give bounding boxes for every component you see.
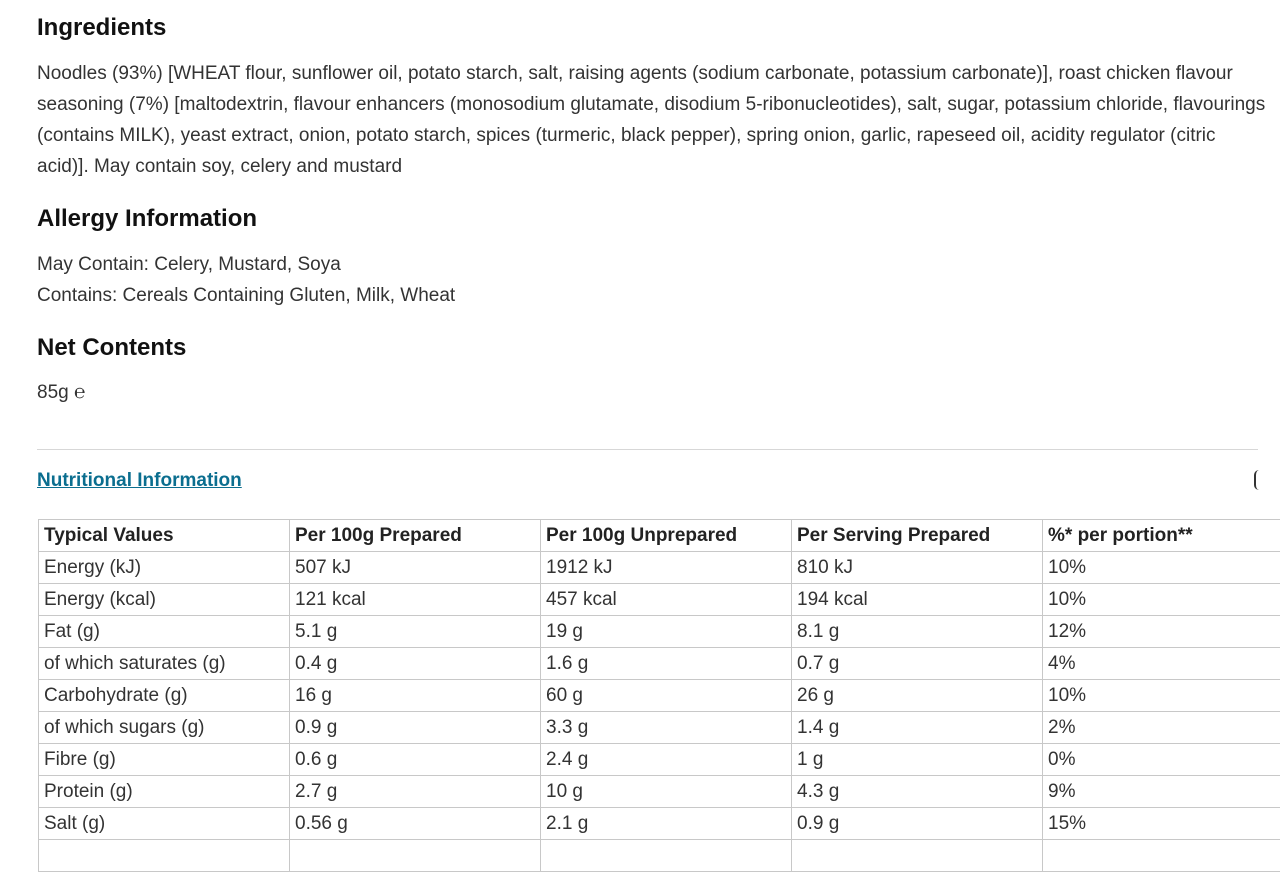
nutrition-table xyxy=(38,519,1280,872)
table-cell: 0.9 g xyxy=(792,808,1043,840)
column-header: Per 100g Unprepared xyxy=(541,520,792,552)
table-cell: 26 g xyxy=(792,680,1043,712)
section-divider xyxy=(37,449,1258,450)
table-cell: 1 g xyxy=(792,744,1043,776)
table-cell: 10% xyxy=(1043,584,1280,616)
table-cell xyxy=(290,840,541,872)
table-cell: 12% xyxy=(1043,616,1280,648)
table-row xyxy=(39,648,1280,680)
table-row xyxy=(39,552,1280,584)
table-cell: of which saturates (g) xyxy=(39,648,290,680)
table-cell: 0.7 g xyxy=(792,648,1043,680)
table-cell: Carbohydrate (g) xyxy=(39,680,290,712)
table-cell: 60 g xyxy=(541,680,792,712)
table-cell xyxy=(541,840,792,872)
table-cell: Protein (g) xyxy=(39,776,290,808)
column-header: %* per portion** xyxy=(1043,520,1280,552)
table-cell: 9% xyxy=(1043,776,1280,808)
column-header: Per Serving Prepared xyxy=(792,520,1043,552)
table-cell: 19 g xyxy=(541,616,792,648)
table-cell: 2.1 g xyxy=(541,808,792,840)
table-cell: 507 kJ xyxy=(290,552,541,584)
table-cell: 4% xyxy=(1043,648,1280,680)
table-cell: Energy (kcal) xyxy=(39,584,290,616)
table-row xyxy=(39,616,1280,648)
table-cell xyxy=(792,840,1043,872)
table-cell: 4.3 g xyxy=(792,776,1043,808)
allergy-info xyxy=(37,249,1267,311)
table-cell: 16 g xyxy=(290,680,541,712)
table-cell: 0% xyxy=(1043,744,1280,776)
table-row xyxy=(39,808,1280,840)
table-cell: 0.9 g xyxy=(290,712,541,744)
table-cell: 1.4 g xyxy=(792,712,1043,744)
ingredients-heading: Ingredients xyxy=(37,13,166,43)
ingredients-text: Noodles (93%) [WHEAT flour, sunflower oil, potato starch, salt, raising agents (sodium carbonate, potassium carbonate)], roast chicken flavour seasoning (7%) [maltodextrin, flavour enhancers (monosodium glutamate, disodium 5-ribonucleotides), salt, sugar, potassium chloride, flavourings (contains MILK), yeast extract, onion, potato starch, spices (turmeric, black pepper), spring onion, garlic, rapeseed oil, acidity regulator (citric acid)]. May contain soy, celery and mustard xyxy=(37,58,1267,182)
column-header: Typical Values xyxy=(39,520,290,552)
table-cell: 2% xyxy=(1043,712,1280,744)
table-row xyxy=(39,776,1280,808)
table-row xyxy=(39,584,1280,616)
table-row xyxy=(39,680,1280,712)
table-cell: Salt (g) xyxy=(39,808,290,840)
table-cell: 2.7 g xyxy=(290,776,541,808)
table-cell: 8.1 g xyxy=(792,616,1043,648)
table-cell: Fat (g) xyxy=(39,616,290,648)
table-cell xyxy=(39,840,290,872)
table-cell: 121 kcal xyxy=(290,584,541,616)
table-cell: 810 kJ xyxy=(792,552,1043,584)
table-cell xyxy=(1043,840,1280,872)
table-cell: 0.56 g xyxy=(290,808,541,840)
table-cell: 15% xyxy=(1043,808,1280,840)
table-header-row xyxy=(39,520,1280,552)
table-cell: Fibre (g) xyxy=(39,744,290,776)
table-cell: 0.4 g xyxy=(290,648,541,680)
table-row xyxy=(39,712,1280,744)
table-cell: 194 kcal xyxy=(792,584,1043,616)
table-cell: 5.1 g xyxy=(290,616,541,648)
collapse-toggle-icon[interactable] xyxy=(1254,470,1259,490)
table-cell: 457 kcal xyxy=(541,584,792,616)
contains-text: Contains: Cereals Containing Gluten, Milk, Wheat xyxy=(37,280,1267,311)
net-contents-value: 85g ℮ xyxy=(37,377,1267,408)
table-row-partial xyxy=(39,840,1280,872)
table-row xyxy=(39,744,1280,776)
table-cell: 10% xyxy=(1043,680,1280,712)
table-cell: 1.6 g xyxy=(541,648,792,680)
allergy-heading: Allergy Information xyxy=(37,204,257,234)
table-cell: 0.6 g xyxy=(290,744,541,776)
table-cell: 3.3 g xyxy=(541,712,792,744)
table-cell: 2.4 g xyxy=(541,744,792,776)
table-cell: 1912 kJ xyxy=(541,552,792,584)
nutritional-information-link[interactable]: Nutritional Information xyxy=(37,468,242,494)
table-cell: 10% xyxy=(1043,552,1280,584)
table-cell: of which sugars (g) xyxy=(39,712,290,744)
table-cell: 10 g xyxy=(541,776,792,808)
may-contain-text: May Contain: Celery, Mustard, Soya xyxy=(37,249,1267,280)
net-contents-heading: Net Contents xyxy=(37,333,186,363)
table-cell: Energy (kJ) xyxy=(39,552,290,584)
column-header: Per 100g Prepared xyxy=(290,520,541,552)
